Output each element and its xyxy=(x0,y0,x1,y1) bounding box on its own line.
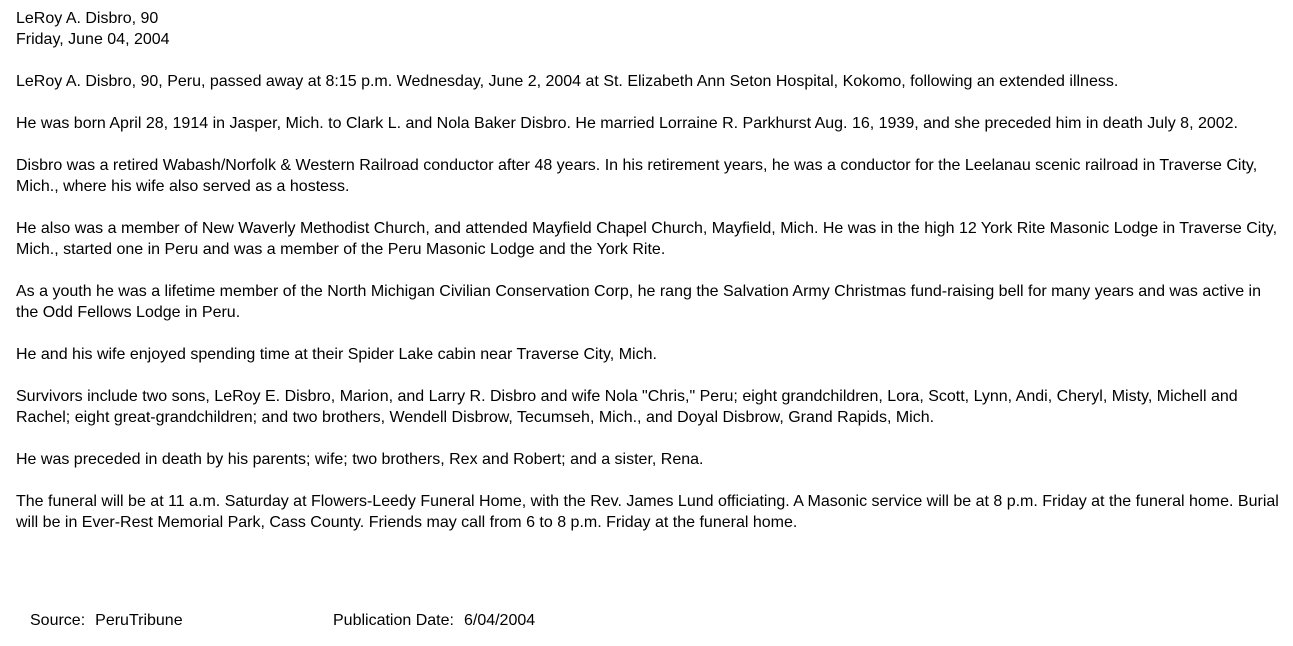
publication-date-info xyxy=(333,611,535,631)
source-value: PeruTribune xyxy=(95,612,183,629)
paragraph-hobbies: He and his wife enjoyed spending time at their Spider Lake cabin near Traverse City, Mich. xyxy=(16,346,657,363)
source-label: Source: xyxy=(30,612,86,629)
obituary-title: LeRoy A. Disbro, 90 xyxy=(16,10,159,27)
obituary-date: Friday, June 04, 2004 xyxy=(16,31,170,48)
paragraph-career: Disbro was a retired Wabash/Norfolk & Western Railroad conductor after 48 years. In his retirement years, he was a conductor for the Leelanau scenic railroad in Traverse City, Mich., where his wife also served as a hostess. xyxy=(16,157,1258,195)
paragraph-birth-marriage: He was born April 28, 1914 in Jasper, Mich. to Clark L. and Nola Baker Disbro. He married Lorraine R. Parkhurst Aug. 16, 1939, and she preceded him in death July 8, 2002. xyxy=(16,115,1238,132)
paragraph-funeral: The funeral will be at 11 a.m. Saturday at Flowers-Leedy Funeral Home, with the Rev. James Lund officiating. A Masonic service will be at 8 p.m. Friday at the funeral home. Burial will be in Ever-Rest Memorial Park, Cass County. Friends may call from 6 to 8 p.m. Friday at the funeral home. xyxy=(16,493,1279,531)
paragraph-survivors: Survivors include two sons, LeRoy E. Disbro, Marion, and Larry R. Disbro and wife Nola "Chris," Peru; eight grandchildren, Lora, Scott, Lynn, Andi, Cheryl, Misty, Michell and Rachel; eight great-grandchildren; and two brothers, Wendell Disbrow, Tecumseh, Mich., and Doyal Disbrow, Grand Rapids, Mich. xyxy=(16,388,1238,426)
source-info xyxy=(30,611,183,631)
paragraph-preceded: He was preceded in death by his parents; wife; two brothers, Rex and Robert; and a sister, Rena. xyxy=(16,451,704,468)
publication-date-value: 6/04/2004 xyxy=(463,612,536,629)
obituary-document xyxy=(16,8,1281,533)
paragraph-death-notice: LeRoy A. Disbro, 90, Peru, passed away at 8:15 p.m. Wednesday, June 2, 2004 at St. Elizabeth Ann Seton Hospital, Kokomo, following an extended illness. xyxy=(16,73,1119,90)
paragraph-memberships: He also was a member of New Waverly Methodist Church, and attended Mayfield Chapel Church, Mayfield, Mich. He was in the high 12 York Rite Masonic Lodge in Traverse City, Mich., started one in Peru and was a member of the Peru Masonic Lodge and the York Rite. xyxy=(16,220,1278,258)
publication-date-label: Publication Date: xyxy=(333,612,454,629)
paragraph-youth: As a youth he was a lifetime member of the North Michigan Civilian Conservation Corp, he rang the Salvation Army Christmas fund-raising bell for many years and was active in the Odd Fellows Lodge in Peru. xyxy=(16,283,1262,321)
